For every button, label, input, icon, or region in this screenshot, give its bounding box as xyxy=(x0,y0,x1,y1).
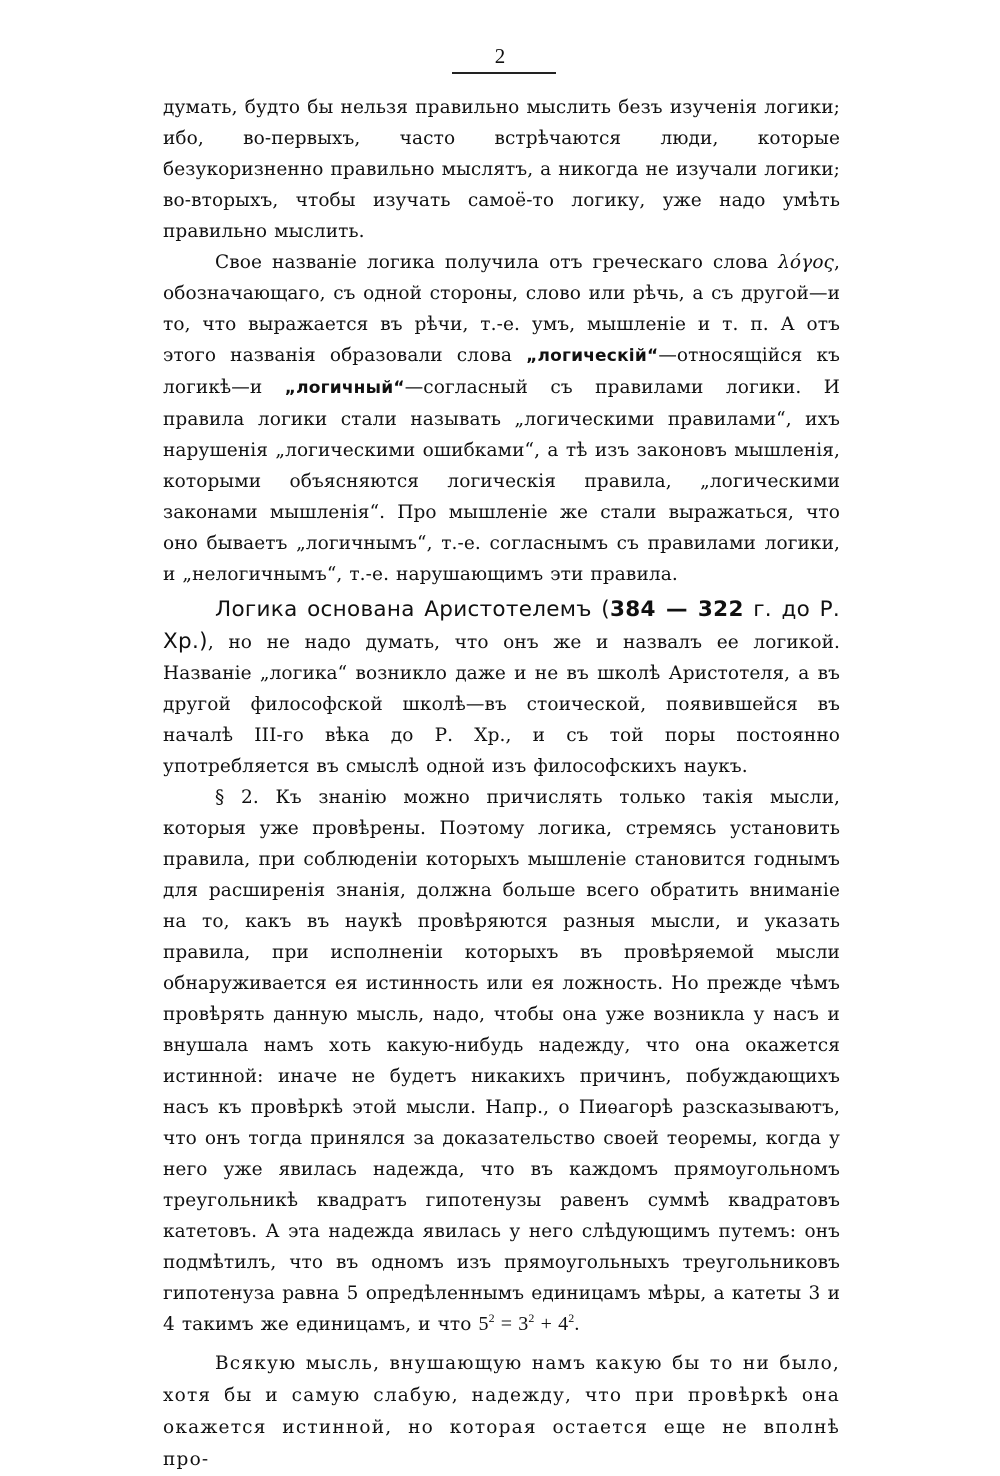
p4-text: § 2. Къ знанію можно причислять только такія мысли, которыя уже провѣрены. Поэтому логика, стремясь установить правила, при соблюденіи которыхъ мышленіе становится годнымъ для расширенія знанія, должна больше всего обратить вниманіе на то, какъ въ наукѣ провѣряются разныя мысли, и указать правила, при исполненіи которыхъ въ провѣряемой мысли обнаруживается ея истинность или ея ложность. Но прежде чѣмъ провѣрять данную мысль, надо, чтобы она уже возникла у насъ и внушала намъ хоть какую-нибудь надежду, что она окажется истинной: иначе не будетъ никакихъ причинъ, побуждающихъ насъ къ провѣркѣ этой мысли. Напр., о Пиѳагорѣ разсказываютъ, что онъ тогда принялся за доказательство своей теоремы, когда у него уже явилась надежда, что въ каждомъ прямоугольномъ треугольникѣ квадратъ гипотенузы равенъ суммѣ квадратовъ катетовъ. А эта надежда явилась у него слѣдующимъ путемъ: онъ подмѣтилъ, что въ одномъ изъ прямоугольныхъ треугольниковъ гипотенуза равна 5 опредѣленнымъ единицамъ мѣры, а катеты 3 и 4 такимъ же единицамъ, и что xyxy=(163,787,840,1335)
math-exp-1: 2 xyxy=(488,1311,495,1325)
p3-rest: , но не надо думать, что онъ же и назвалъ ее логикой. Названіе „логика“ возникло даже и не въ школѣ Аристотеля, а въ другой философской школѣ—въ стоической, появившейся въ началѣ III-го вѣка до Р. Хр., и съ той поры постоянно употребляется въ смыслѣ одной изъ философскихъ наукъ. xyxy=(163,632,840,777)
math-plus: + xyxy=(534,1313,559,1335)
paragraph-3 xyxy=(163,594,840,782)
p2-text-3: —относящійся къ логикѣ—и xyxy=(163,345,840,398)
math-base-3: 3 xyxy=(518,1313,529,1335)
paragraph-4-section-2 xyxy=(163,782,840,1340)
math-period: . xyxy=(574,1313,580,1335)
aristotle-text-1: Логика основана Аристотелемъ ( xyxy=(215,597,611,622)
p2-text-1: Свое названіе логика получила отъ греческаго слова xyxy=(215,252,769,273)
math-base-4: 4 xyxy=(558,1313,569,1335)
math-exp-2: 2 xyxy=(528,1311,535,1325)
math-equals: = xyxy=(494,1313,519,1335)
paragraph-5: Всякую мысль, внушающую намъ какую бы то ни было, хотя бы и самую слабую, надежду, что при провѣркѣ она окажется истинной, но которая остается еще не вполнѣ про- xyxy=(163,1353,840,1470)
pythagoras-equation xyxy=(478,1313,579,1335)
aristotle-text-2: г. до Р. Хр.) xyxy=(163,597,840,654)
page-header xyxy=(0,44,1000,68)
greek-word-logos: λόγος xyxy=(778,252,835,273)
aristotle-years: 384 — 322 xyxy=(610,597,744,622)
p2-text-4: —согласный съ правилами логики. И правила логики стали называть „логическими правилами“, ихъ нарушенія „логическими ошибками“, а тѣ изъ законовъ мышленія, которыми объясняются логическія правила, „логическими законами мышленія“. Про мышленіе же стали выражаться, что оно бываетъ „логичнымъ“, т.-е. согласнымъ съ правилами логики, и „нелогичнымъ“, т.-е. нарушающимъ эти правила. xyxy=(163,377,840,585)
paragraph-2 xyxy=(163,247,840,590)
paragraph-1: думать, будто бы нельзя правильно мыслить безъ изученія логики; ибо, во-первыхъ, часто встрѣчаются люди, которые безукоризненно правильно мыслятъ, а никогда не изучали логики; во-вторыхъ, чтобы изучать самоё-то логику, уже надо умѣть правильно мыслить. xyxy=(163,97,840,242)
math-base-5: 5 xyxy=(478,1313,489,1335)
page-number: 2 xyxy=(494,44,506,68)
header-rule xyxy=(452,72,556,74)
p2-text-2: , обозначающаго, съ одной стороны, слово или рѣчь, а съ другой—и то, что выражается въ рѣчи, т.-е. умъ, мышленіе и т. п. А отъ этого названія образовали слова xyxy=(163,252,840,366)
term-logicheskiy: „логическій“ xyxy=(526,346,659,366)
term-logichnyy: „логичный“ xyxy=(284,378,405,398)
body-text xyxy=(163,92,840,1476)
math-exp-3: 2 xyxy=(568,1311,575,1325)
